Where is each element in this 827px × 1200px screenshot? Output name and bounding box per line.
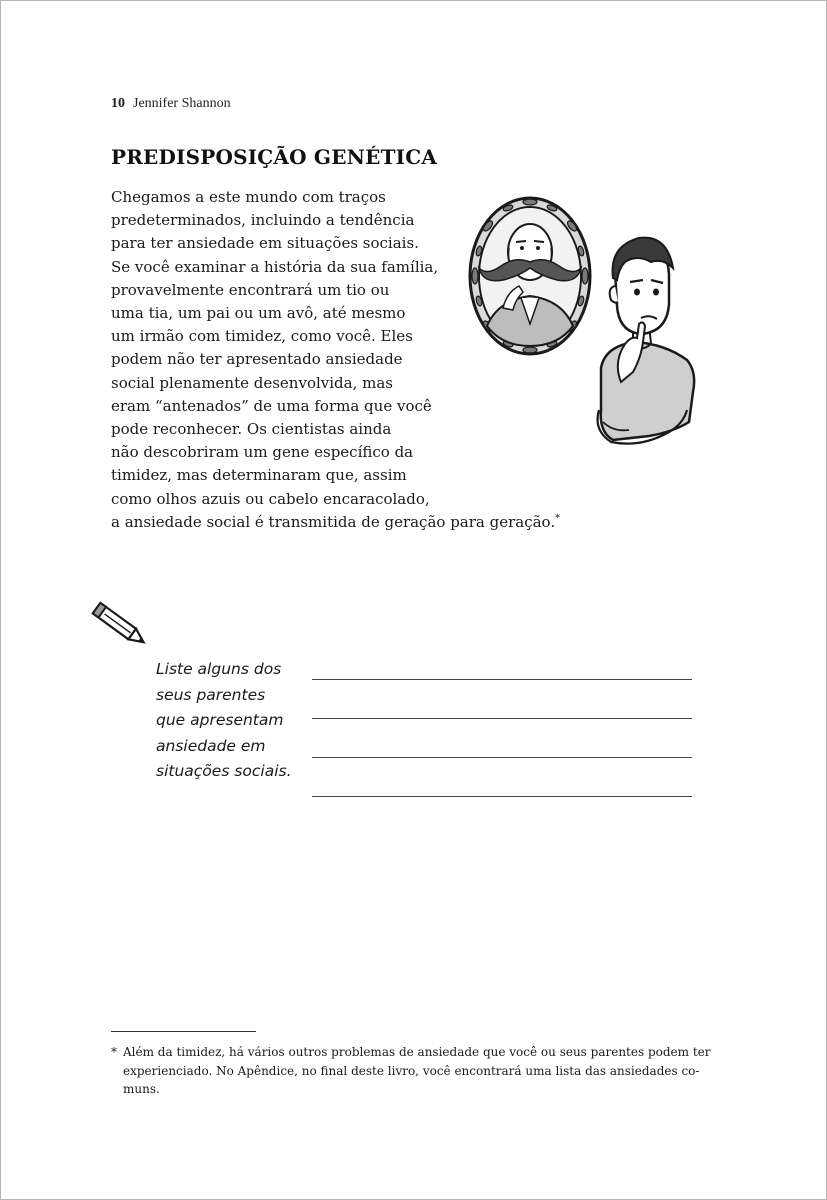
footnote-divider — [111, 1031, 256, 1032]
exercise-prompt — [156, 657, 306, 785]
body-line-text: a ansiedade social é transmitida de geração para geração. — [111, 512, 556, 531]
body-line: como olhos azuis ou cabelo encaracolado, — [111, 489, 430, 508]
body-line: predeterminados, incluindo a tendência — [111, 211, 415, 230]
footnote — [111, 1043, 711, 1099]
pencil-icon — [88, 598, 152, 656]
footnote-line: muns. — [123, 1082, 160, 1096]
answer-line[interactable] — [312, 679, 692, 680]
running-head — [111, 96, 231, 112]
body-line: Chegamos a este mundo com traços — [111, 188, 386, 206]
footnote-line: Além da timidez, há vários outros problemas de ansiedade que você ou seus parentes podem ter — [123, 1045, 711, 1059]
body-line: pode reconhecer. Os cientistas ainda — [111, 420, 392, 439]
answer-line[interactable] — [312, 796, 692, 797]
answer-line[interactable] — [312, 757, 692, 758]
body-line: timidez, mas determinaram que, assim — [111, 466, 407, 485]
footnote-text — [123, 1043, 711, 1099]
prompt-line: seus parentes — [156, 685, 266, 704]
body-line-last — [111, 511, 581, 534]
body-line: eram “antenados” de uma forma que você — [111, 396, 432, 415]
body-line: social plenamente desenvolvida, mas — [111, 373, 393, 392]
prompt-line: situações sociais. — [156, 762, 292, 780]
page-number: 10 — [111, 96, 125, 111]
author-name: Jennifer Shannon — [133, 96, 231, 111]
footnote-reference: * — [555, 512, 561, 524]
footnote-marker: * — [111, 1045, 117, 1059]
body-line: para ter ansiedade em situações sociais. — [111, 234, 419, 253]
footnote-line: experienciado. No Apêndice, no final deste livro, você encontrará uma lista das ansiedades co- — [123, 1063, 700, 1078]
body-line: uma tia, um pai ou um avô, até mesmo — [111, 304, 406, 323]
prompt-line: ansiedade em — [156, 736, 266, 755]
body-line: provavelmente encontrará um tio ou — [111, 280, 390, 299]
prompt-line: Liste alguns dos — [156, 660, 282, 678]
body-line: um irmão com timidez, como você. Eles — [111, 327, 413, 346]
body-line: podem não ter apresentado ansiedade — [111, 350, 403, 369]
man-looking-at-ancestor-portrait-illustration — [463, 196, 703, 468]
answer-line[interactable] — [312, 718, 692, 719]
prompt-line: que apresentam — [156, 711, 284, 729]
section-title: PREDISPOSIÇÃO GENÉTICA — [111, 145, 438, 169]
body-line: não descobriram um gene específico da — [111, 443, 414, 462]
body-line: Se você examinar a história da sua família, — [111, 257, 439, 276]
